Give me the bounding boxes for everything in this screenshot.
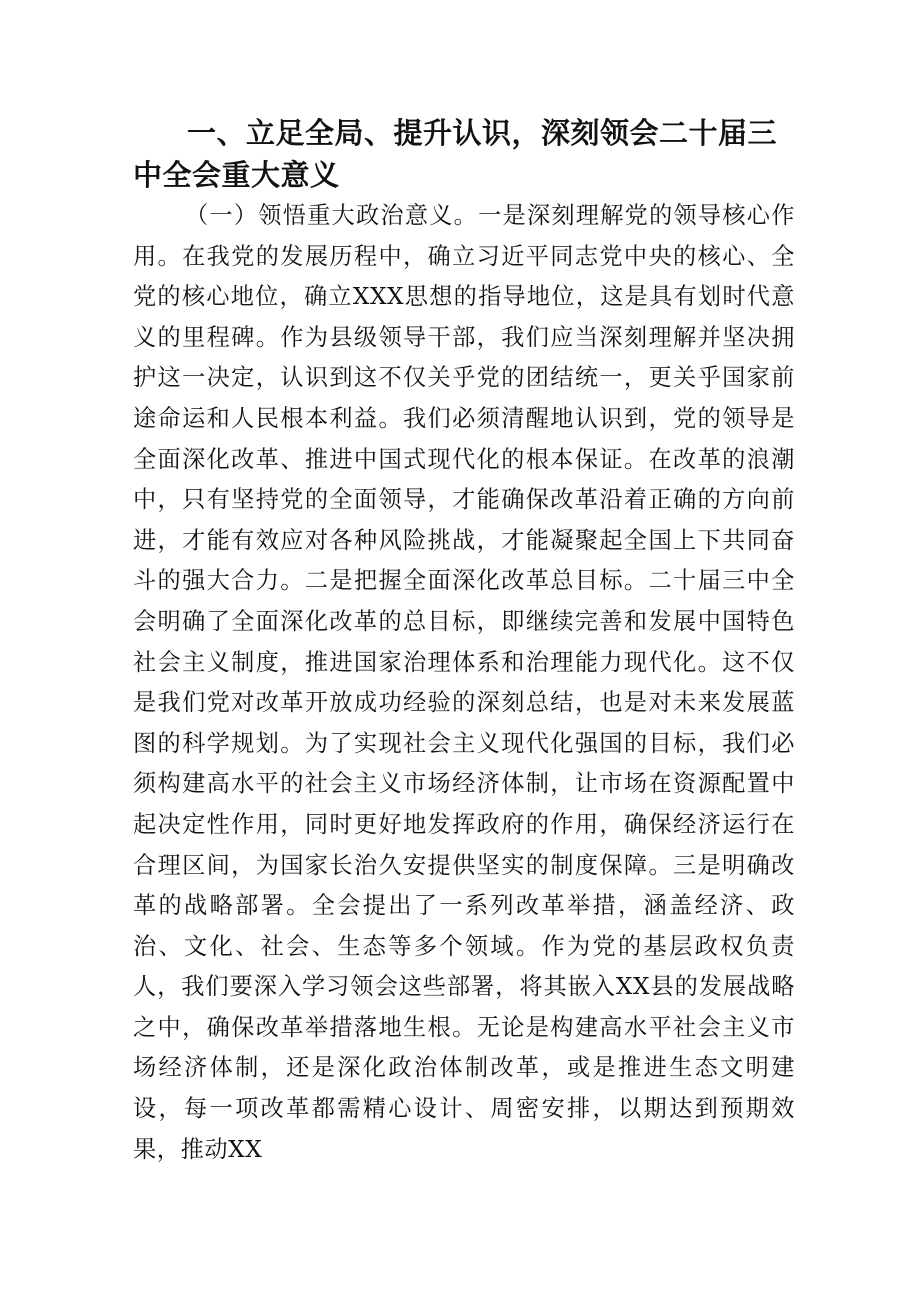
section-heading: 一、立足全局、提升认识，深刻领会二十届三中全会重大意义 <box>133 116 778 192</box>
body-paragraph: （一）领悟重大政治意义。一是深刻理解党的领导核心作用。在我党的发展历程中，确立习近平同志党中央的核心、全党的核心地位，确立XXX思想的指导地位，这是具有划时代意义的里程碑。作为县级领导干部，我们应当深刻理解并坚决拥护这一决定，认识到这不仅关乎党的团结统一，更关乎国家前途命运和人民根本利益。我们必须清醒地认识到，党的领导是全面深化改革、推进中国式现代化的根本保证。在改革的浪潮中，只有坚持党的全面领导，才能确保改革沿着正确的方向前进，才能有效应对各种风险挑战，才能凝聚起全国上下共同奋斗的强大合力。二是把握全面深化改革总目标。二十届三中全会明确了全面深化改革的总目标，即继续完善和发展中国特色社会主义制度，推进国家治理体系和治理能力现代化。这不仅是我们党对改革开放成功经验的深刻总结，也是对未来发展蓝图的科学规划。为了实现社会主义现代化强国的目标，我们必须构建高水平的社会主义市场经济体制，让市场在资源配置中起决定性作用，同时更好地发挥政府的作用，确保经济运行在合理区间，为国家长治久安提供坚实的制度保障。三是明确改革的战略部署。全会提出了一系列改革举措，涵盖经济、政治、文化、社会、生态等多个领域。作为党的基层政权负责人，我们要深入学习领会这些部署，将其嵌入XX县的发展战略之中，确保改革举措落地生根。无论是构建高水平社会主义市场经济体制，还是深化政治体制改革，或是推进生态文明建设，每一项改革都需精心设计、周密安排，以期达到预期效果，推动XX <box>133 202 795 1163</box>
